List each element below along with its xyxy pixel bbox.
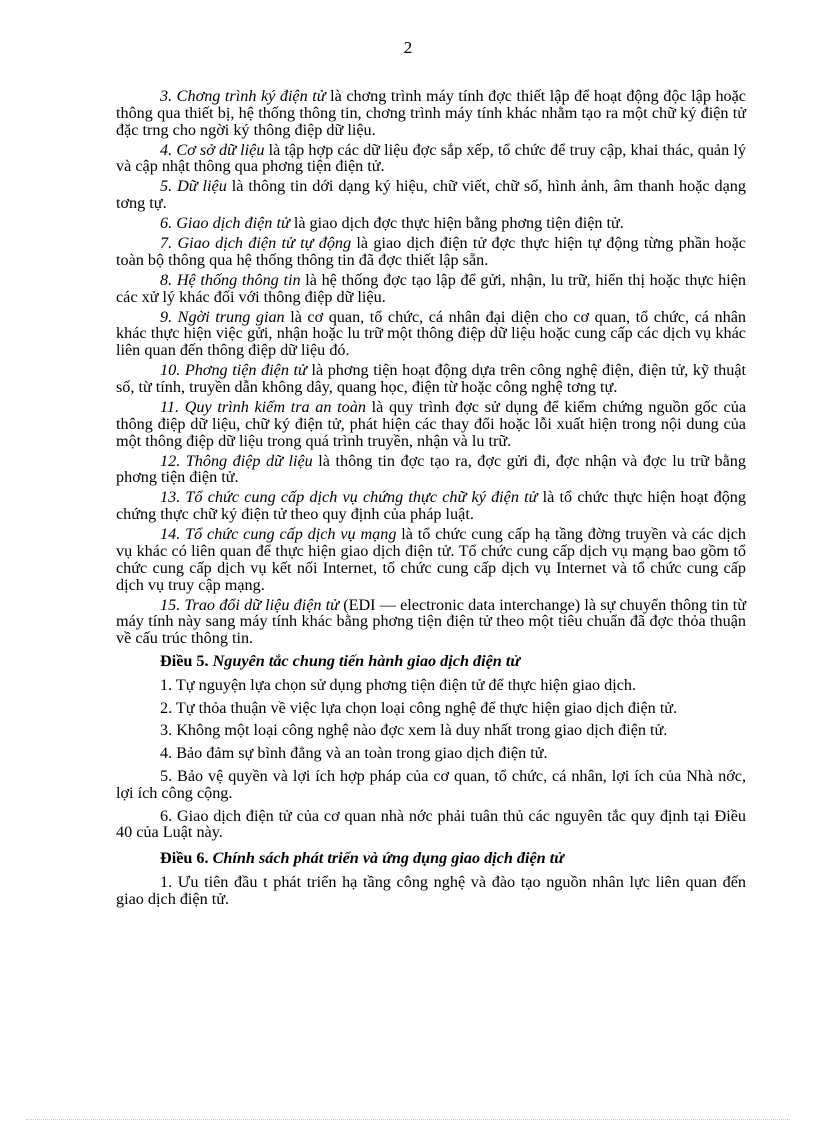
definition-clause (116, 597, 746, 647)
definition-term: 8. Hệ thống thông tin (160, 270, 301, 289)
definition-text: là chơng trình máy tính đợc thiết lập để hoạt động độc lập hoặc thông qua thiết bị, hệ thống thông tin, chơng trình máy tính khác nhằm tạo ra một chữ ký điện tử đặc trng cho ngời ký thông điệp dữ liệu. (116, 87, 746, 139)
definition-text: là giao dịch đợc thực hiện bằng phơng tiện điện tử. (289, 214, 624, 233)
definition-term: 4. Cơ sở dữ liệu (160, 140, 265, 159)
definition-text: là thông tin dới dạng ký hiệu, chữ viết, chữ số, hình ảnh, âm thanh hoặc dạng tơng tự. (116, 177, 746, 213)
article-6-title: Chính sách phát triển và ứng dụng giao dịch điện tử (212, 849, 564, 868)
article-5-title: Nguyên tắc chung tiến hành giao dịch điện tử (212, 651, 521, 670)
definition-text: là tổ chức thực hiện hoạt động chứng thực chữ ký điện tử theo quy định của pháp luật. (116, 488, 746, 524)
definition-term: 15. Trao đổi dữ liệu điện tử (160, 595, 340, 614)
article-5-item: 3. Không một loại công nghệ nào đợc xem là duy nhất trong giao dịch điện tử. (160, 721, 668, 740)
definition-term: 12. Thông điệp dữ liệu (160, 451, 313, 470)
definition-clause (116, 399, 746, 449)
article-5-item: 1. Tự nguyện lựa chọn sử dụng phơng tiện điện tử để thực hiện giao dịch. (160, 675, 637, 694)
article-5-heading (116, 653, 746, 670)
definition-clause (116, 178, 746, 212)
definition-clause (116, 142, 746, 176)
definition-term: 9. Ngời trung gian (160, 307, 285, 326)
definition-text: là cơ quan, tổ chức, cá nhân đại diện cho cơ quan, tổ chức, cá nhân khác thực hiện việc gửi, nhận hoặc lu trữ một thông điệp dữ liệu hoặc cung cấp các dịch vụ khác liên quan đến thông điệp dữ liệu đó. (116, 307, 746, 360)
definition-term: 10. Phơng tiện điện tử (160, 361, 307, 380)
definitions-list (116, 88, 746, 647)
article-5-items (116, 677, 746, 841)
article-5-label: Điều 5. (160, 651, 213, 670)
article-5-item: 5. Bảo vệ quyền và lợi ích hợp pháp của cơ quan, tổ chức, cá nhân, lợi ích của Nhà nớc, lợi ích công cộng. (116, 766, 746, 802)
definition-clause (116, 453, 746, 487)
definition-text: là tập hợp các dữ liệu đợc sắp xếp, tổ chức để truy cập, khai thác, quản lý và cập nhật thông qua phơng tiện điện tử. (116, 140, 746, 176)
definition-term: 6. Giao dịch điện tử (160, 214, 290, 233)
definition-text: là tổ chức cung cấp hạ tầng đờng truyền và các dịch vụ khác có liên quan để thực hiện giao dịch điện tử. Tổ chức cung cấp dịch vụ mạng bao gồm tổ chức cung cấp dịch vụ kết nối Internet, tổ chức cung cấp dịch vụ Internet và tổ chức cung cấp dịch vụ truy cập mạng. (116, 525, 746, 594)
article-5-item: 6. Giao dịch điện tử của cơ quan nhà nớc phải tuân thủ các nguyên tắc quy định tại Điều 40 của Luật này. (116, 806, 746, 842)
definition-clause (116, 362, 746, 396)
definition-term: 7. Giao dịch điện tử tự động (160, 234, 352, 253)
article-6-heading (116, 850, 746, 867)
definition-term: 5. Dữ liệu (160, 177, 227, 196)
article-5-item: 2. Tự thỏa thuận về việc lựa chọn loại công nghệ để thực hiện giao dịch điện tử. (160, 698, 678, 717)
article-6-label: Điều 6. (160, 849, 213, 868)
definition-term: 11. Quy trình kiểm tra an toàn (160, 398, 366, 417)
article-6-items (116, 874, 746, 908)
definition-text: (EDI — electronic data interchange) là sự chuyển thông tin từ máy tính này sang máy tính khác bằng phơng tiện điện tử theo một tiêu chuẩn đã đợc thỏa thuận về cấu trúc thông tin. (116, 595, 746, 648)
definition-clause (116, 309, 746, 359)
definition-clause (116, 215, 746, 232)
definition-term: 13. Tổ chức cung cấp dịch vụ chứng thực chữ ký điện tử (160, 488, 538, 507)
page-number: 2 (403, 38, 413, 57)
definition-term: 14. Tổ chức cung cấp dịch vụ mạng (160, 525, 397, 544)
article-6-item: 1. Ưu tiên đầu t phát triển hạ tầng công nghệ và đào tạo nguồn nhân lực liên quan đến giao dịch điện tử. (116, 872, 746, 908)
definition-term: 3. Chơng trình ký điện tử (160, 87, 326, 105)
definition-clause (116, 88, 746, 138)
definition-text: là giao dịch điện tử đợc thực hiện tự động từng phần hoặc toàn bộ thông qua hệ thống thông tin đã đợc thiết lập sẵn. (116, 234, 746, 269)
definition-text: là phơng tiện hoạt động dựa trên công nghệ điện, điện tử, kỹ thuật số, từ tính, truyền dẫn không dây, quang học, điện từ hoặc công nghệ tơng tự. (116, 361, 746, 397)
definition-clause (116, 489, 746, 523)
definition-clause (116, 526, 746, 593)
definition-text: là hệ thống đợc tạo lập để gửi, nhận, lu trữ, hiển thị hoặc thực hiện các xử lý khác đối với thông điệp dữ liệu. (116, 270, 746, 306)
article-5-item: 4. Bảo đảm sự bình đẳng và an toàn trong giao dịch điện tử. (160, 744, 548, 763)
page-bottom-divider (26, 1119, 790, 1120)
document-body (116, 88, 746, 914)
definition-text: là quy trình đợc sử dụng để kiểm chứng nguồn gốc của thông điệp dữ liệu, chữ ký điện tử, phát hiện các thay đổi hoặc lỗi xuất hiện trong nội dung của một thông điệp dữ liệu trong quá trình truyền, nhận và lu trữ. (116, 398, 747, 450)
definition-clause (116, 272, 746, 306)
definition-clause (116, 235, 746, 269)
definition-text: là thông tin đợc tạo ra, đợc gửi đi, đợc nhận và đợc lu trữ bằng phơng tiện điện tử. (116, 451, 746, 487)
